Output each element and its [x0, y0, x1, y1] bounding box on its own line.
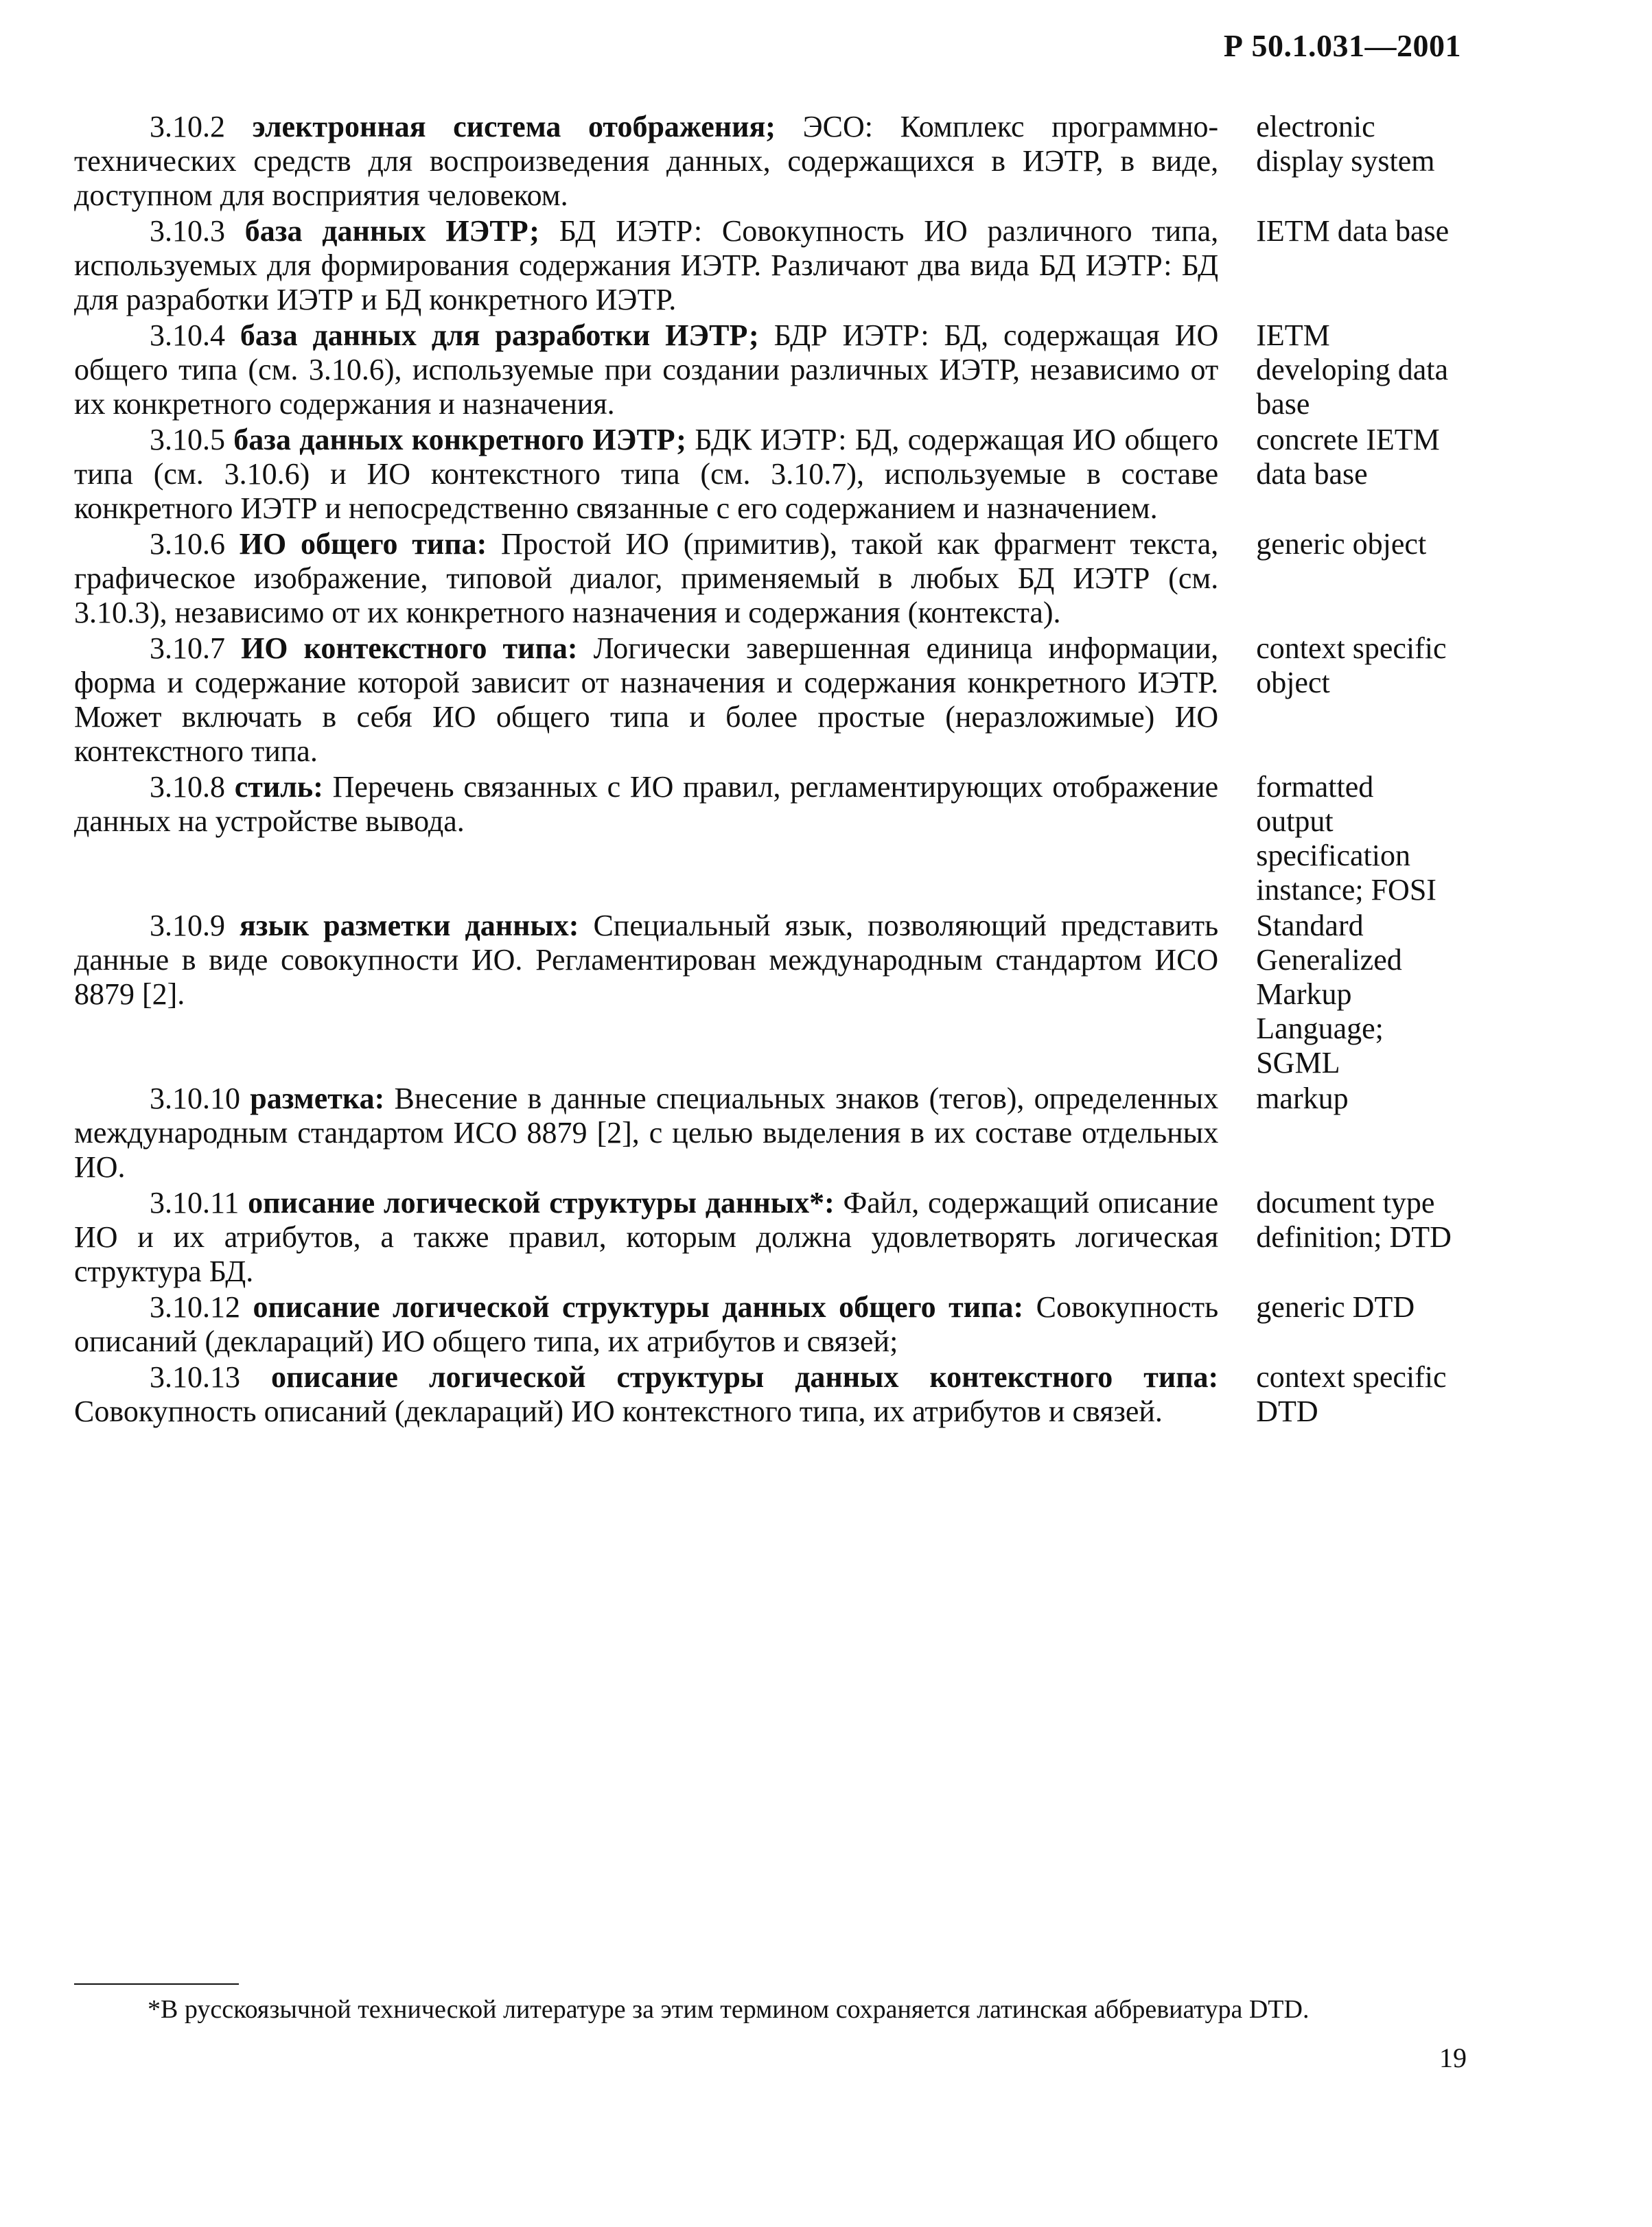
term-number: 3.10.3: [150, 214, 225, 248]
term-number: 3.10.10: [150, 1082, 240, 1115]
term-number: 3.10.4: [150, 318, 225, 352]
term-number: 3.10.11: [150, 1186, 240, 1220]
english-equivalent: markup: [1256, 1082, 1349, 1115]
term-definition: [74, 1360, 1218, 1429]
english-equivalent: generic object: [1256, 527, 1427, 561]
term-name: электронная система отображения;: [252, 110, 776, 143]
term-entry-3-10-11: [74, 1186, 1454, 1289]
term-definition: [74, 631, 1218, 769]
term-definition: [74, 527, 1218, 630]
definition-text: БДК ИЭТР: БД, содержащая ИО общего типа (см. 3.10.6) и ИО контекстного типа (см. 3.10.7), используемые в составе конкретного ИЭТР и непосредственно связанные с его содержанием и назначением.: [74, 423, 1219, 525]
term-entry-3-10-12: [74, 1290, 1454, 1359]
definition-text: Совокупность описаний (деклараций) ИО общего типа, их атрибутов и связей;: [74, 1290, 1219, 1358]
definition-text: Простой ИО (примитив), такой как фрагмент текста, графическое изображение, типовой диалог, применяемый в любых БД ИЭТР (см. 3.10.3), независимо от их конкретного назначения и содержания (контекста).: [74, 527, 1219, 629]
term-name: язык разметки данных:: [239, 909, 579, 942]
definition-text: Перечень связанных с ИО правил, регламентирующих отображение данных на устройстве вывода.: [74, 770, 1219, 838]
term-definition: [74, 1186, 1218, 1289]
term-number: 3.10.2: [150, 110, 225, 143]
term-name: ИО общего типа:: [239, 527, 487, 561]
term-entry-3-10-3: [74, 214, 1454, 317]
english-equivalent: context specific object: [1256, 631, 1447, 699]
term-entry-3-10-2: [74, 110, 1454, 213]
term-definition: [74, 1290, 1218, 1359]
footnote-text: *В русскоязычной технической литературе за этим термином сохраняется латинская аббревиатура DTD.: [148, 1995, 1310, 2024]
term-entry-3-10-9: [74, 909, 1454, 1080]
term-entry-3-10-7: [74, 631, 1454, 769]
term-name: база данных конкретного ИЭТР;: [233, 423, 686, 456]
term-number: 3.10.5: [150, 423, 225, 456]
english-equivalent: IETM data base: [1256, 214, 1450, 248]
term-name: описание логической структуры данных контекстного типа:: [270, 1360, 1219, 1394]
term-definition: [74, 110, 1218, 213]
term-number: 3.10.13: [150, 1360, 240, 1394]
term-name: стиль:: [234, 770, 323, 804]
term-definitions-list: [74, 110, 1454, 1430]
english-equivalent: context specific DTD: [1256, 1360, 1447, 1428]
term-definition: [74, 423, 1218, 526]
term-definition: [74, 214, 1218, 317]
term-entry-3-10-13: [74, 1360, 1454, 1429]
definition-text: Специальный язык, позволяющий представить данные в виде совокупности ИО. Регламентирован международным стандартом ИСО 8879 [2].: [74, 909, 1219, 1011]
term-number: 3.10.12: [150, 1290, 240, 1324]
term-number: 3.10.8: [150, 770, 225, 804]
term-number: 3.10.7: [150, 631, 225, 665]
term-name: ИО контекстного типа:: [241, 631, 578, 665]
term-name: разметка:: [250, 1082, 385, 1115]
term-definition: [74, 1082, 1218, 1185]
page-number: 19: [1439, 2042, 1467, 2073]
term-name: описание логической структуры данных*:: [248, 1186, 835, 1220]
document-number: Р 50.1.031—2001: [1223, 28, 1461, 63]
english-equivalent: Standard Generalized Markup Language; SGML: [1256, 909, 1402, 1080]
definition-text: ЭСО: Комплекс программно-технических средств для воспроизведения данных, содержащихся в ИЭТР, в виде, доступном для восприятия человеком.: [74, 110, 1219, 212]
definition-text: БДР ИЭТР: БД, содержащая ИО общего типа (см. 3.10.6), используемые при создании различных ИЭТР, независимо от их конкретного содержания и назначения.: [74, 318, 1219, 421]
term-number: 3.10.9: [150, 909, 225, 942]
footnote-separator: [74, 1983, 239, 1985]
definition-text: Совокупность описаний (деклараций) ИО контекстного типа, их атрибутов и связей.: [74, 1395, 1163, 1428]
definition-text: Внесение в данные специальных знаков (тегов), определенных международным стандартом ИСО 8879 [2], с целью выделения в их составе отдельных ИО.: [74, 1082, 1219, 1184]
term-definition: [74, 770, 1218, 839]
term-number: 3.10.6: [150, 527, 225, 561]
term-name: описание логической структуры данных общего типа:: [253, 1290, 1024, 1324]
english-equivalent: IETM developing data base: [1256, 318, 1448, 421]
english-equivalent: electronic display system: [1256, 110, 1435, 178]
term-entry-3-10-4: [74, 318, 1454, 421]
english-equivalent: concrete IETM data base: [1256, 423, 1440, 491]
term-entry-3-10-8: [74, 770, 1454, 907]
term-name: база данных для разработки ИЭТР;: [240, 318, 759, 352]
definition-text: Логически завершенная единица информации, форма и содержание которой зависит от назначения и содержания конкретного ИЭТР. Может включать в себя ИО общего типа и более простые (неразложимые) ИО контекстного типа.: [74, 631, 1219, 768]
term-name: база данных ИЭТР;: [244, 214, 539, 248]
english-equivalent: document type definition; DTD: [1256, 1186, 1452, 1254]
term-entry-3-10-10: [74, 1082, 1454, 1185]
term-entry-3-10-6: [74, 527, 1454, 630]
english-equivalent: generic DTD: [1256, 1290, 1415, 1324]
term-definition: [74, 318, 1218, 421]
english-equivalent: formatted output specification instance; FOSI: [1256, 770, 1436, 907]
definition-text: Файл, содержащий описание ИО и их атрибутов, а также правил, которым должна удовлетворять логическая структура БД.: [74, 1186, 1219, 1288]
term-definition: [74, 909, 1218, 1012]
definition-text: БД ИЭТР: Совокупность ИО различного типа, используемых для формирования содержания ИЭТР. Различают два вида БД ИЭТР: БД для разработки ИЭТР и БД конкретного ИЭТР.: [74, 214, 1219, 316]
term-entry-3-10-5: [74, 423, 1454, 526]
